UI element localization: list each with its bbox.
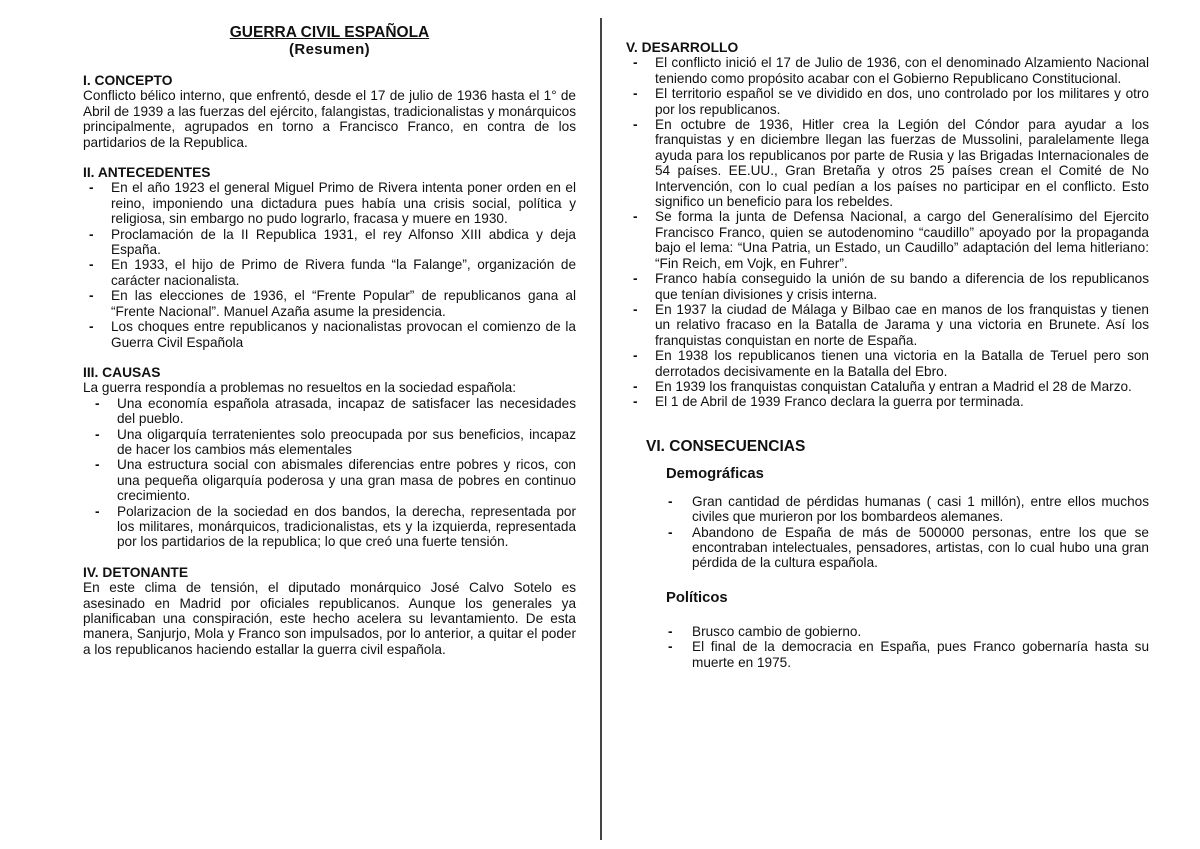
- document-title: GUERRA CIVIL ESPAÑOLA: [229, 24, 430, 41]
- column-divider: [600, 18, 602, 840]
- section-consecuencias: [626, 438, 1149, 670]
- subheading-demograficas: Demográficas: [666, 465, 764, 482]
- section-concepto: [83, 73, 576, 150]
- list-item: - En el año 1923 el general Miguel Primo de Rivera intenta poner orden en el reino, imponiendo una dictadura pues había una crisis social, política y religiosa, sin embargo no pudo lograrlo, fracasa y muere en 1930.: [111, 180, 576, 226]
- section-heading-concepto: I. CONCEPTO: [83, 73, 173, 88]
- subheading-politicos: Políticos: [666, 589, 728, 606]
- section-heading-desarrollo: V. DESARROLLO: [626, 40, 739, 55]
- list-item: - Franco había conseguido la unión de su bando a diferencia de los republicanos que tenían divisiones y crisis interna.: [655, 271, 1149, 302]
- list-item: - Gran cantidad de pérdidas humanas ( casi 1 millón), entre ellos muchos civiles que murieron por los bombardeos alemanes.: [692, 494, 1149, 525]
- antecedentes-list: [83, 180, 576, 349]
- list-item: - El territorio español se ve dividido en dos, uno controlado por los militares y otro por los republicanos.: [655, 86, 1149, 117]
- list-item: - Abandono de España de más de 500000 personas, entre los que se encontraban intelectuales, pensadores, artistas, con lo cual hubo una gran pérdida de la cultura española.: [692, 525, 1149, 571]
- list-item: - En 1939 los franquistas conquistan Cataluña y entran a Madrid el 28 de Marzo.: [655, 379, 1149, 394]
- right-column: [626, 0, 1149, 670]
- list-item: - Se forma la junta de Defensa Nacional, a cargo del Generalísimo del Ejercito Francisco Franco, quien se autodenomino “caudillo” apoyado por la propaganda bajo el lema: “Una Patria, un Estado, un Caudillo” adaptación del lema hitleriano: “Fin Reich, em Vojk, en Fuhrer”.: [655, 209, 1149, 271]
- list-item: - El conflicto inició el 17 de Julio de 1936, con el denominado Alzamiento Nacional teniendo como propósito acabar con el Gobierno Republicano Constitucional.: [655, 55, 1149, 86]
- section-heading-detonante: IV. DETONANTE: [83, 564, 189, 580]
- list-item: - Una economía española atrasada, incapaz de satisfacer las necesidades del pueblo.: [117, 396, 576, 427]
- section-desarrollo: [626, 40, 1149, 410]
- demograficas-list: [626, 494, 1149, 571]
- left-column: [83, 0, 576, 672]
- desarrollo-list: [626, 55, 1149, 409]
- section-causas: [83, 365, 576, 550]
- document-subtitle: (Resumen): [288, 41, 371, 58]
- section-heading-consecuencias: VI. CONSECUENCIAS: [646, 437, 806, 455]
- list-item: - En octubre de 1936, Hitler crea la Legión del Cóndor para ayudar a los franquistas y en diciembre llegan las fuerzas de Mussolini, paralelamente llega ayuda para los republicanos por parte de Rusia y las Brigadas Internacionales de 54 países. EE.UU., Gran Bretaña y otros 25 países crean el Comité de No Intervención, con lo cual pedían a los países no participar en el conflicto. Esto significo un beneficio para los rebeldes.: [655, 117, 1149, 209]
- list-item: - El final de la democracia en España, pues Franco gobernaría hasta su muerte en 1975.: [692, 639, 1149, 670]
- list-item: - En 1933, el hijo de Primo de Rivera funda “la Falange”, organización de carácter nacionalista.: [111, 257, 576, 288]
- causas-list: [83, 396, 576, 550]
- detonante-paragraph: En este clima de tensión, el diputado monárquico José Calvo Sotelo es asesinado en Madrid por oficiales republicanos. Aunque los generales ya planificaban una conspiración, este hecho acelera su levantamiento. De esta manera, Sanjurjo, Mola y Franco son impulsados, por lo anterior, a quitar el poder a los republicanos haciendo estallar la guerra civil española.: [83, 580, 576, 657]
- section-heading-antecedentes: II. ANTECEDENTES: [83, 165, 211, 181]
- list-item: - Polarizacion de la sociedad en dos bandos, la derecha, representada por los militares, monárquicos, tradicionalistas, ets y la izquierda, representada por los partidarios de la republica; lo que creó una fuerte tensión.: [117, 504, 576, 550]
- list-item: - Proclamación de la II Republica 1931, el rey Alfonso XIII abdica y deja España.: [111, 227, 576, 258]
- section-heading-causas: III. CAUSAS: [83, 364, 161, 380]
- concepto-paragraph: Conflicto bélico interno, que enfrentó, desde el 17 de julio de 1936 hasta el 1° de Abril de 1939 a las fuerzas del ejército, falangistas, tradicionalistas y monárquicos principalmente, agrupados en torno a Francisco Franco, en contra de los partidarios de la Republica.: [83, 88, 576, 150]
- section-detonante: [83, 565, 576, 657]
- list-item: - En 1937 la ciudad de Málaga y Bilbao cae en manos de los franquistas y tienen un relativo fracaso en la Batalla de Jarama y una victoria en Brunete. Así los franquistas conquistan en norte de España.: [655, 302, 1149, 348]
- list-item: - Los choques entre republicanos y nacionalistas provocan el comienzo de la Guerra Civil Española: [111, 319, 576, 350]
- causas-intro: La guerra respondía a problemas no resueltos en la sociedad española:: [83, 380, 517, 396]
- list-item: - El 1 de Abril de 1939 Franco declara la guerra por terminada.: [655, 394, 1149, 409]
- list-item: - Una estructura social con abismales diferencias entre pobres y ricos, con una pequeña oligarquía poderosa y una gran masa de pobres en continuo crecimiento.: [117, 457, 576, 503]
- list-item: - En 1938 los republicanos tienen una victoria en la Batalla de Teruel pero son derrotados decisivamente en la Batalla del Ebro.: [655, 348, 1149, 379]
- list-item: - Brusco cambio de gobierno.: [692, 624, 1149, 639]
- section-antecedentes: [83, 165, 576, 350]
- list-item: - Una oligarquía terratenientes solo preocupada por sus beneficios, incapaz de hacer los cambios más elementales: [117, 427, 576, 458]
- list-item: - En las elecciones de 1936, el “Frente Popular” de republicanos gana al “Frente Nacional”. Manuel Azaña asume la presidencia.: [111, 288, 576, 319]
- politicos-list: [626, 624, 1149, 670]
